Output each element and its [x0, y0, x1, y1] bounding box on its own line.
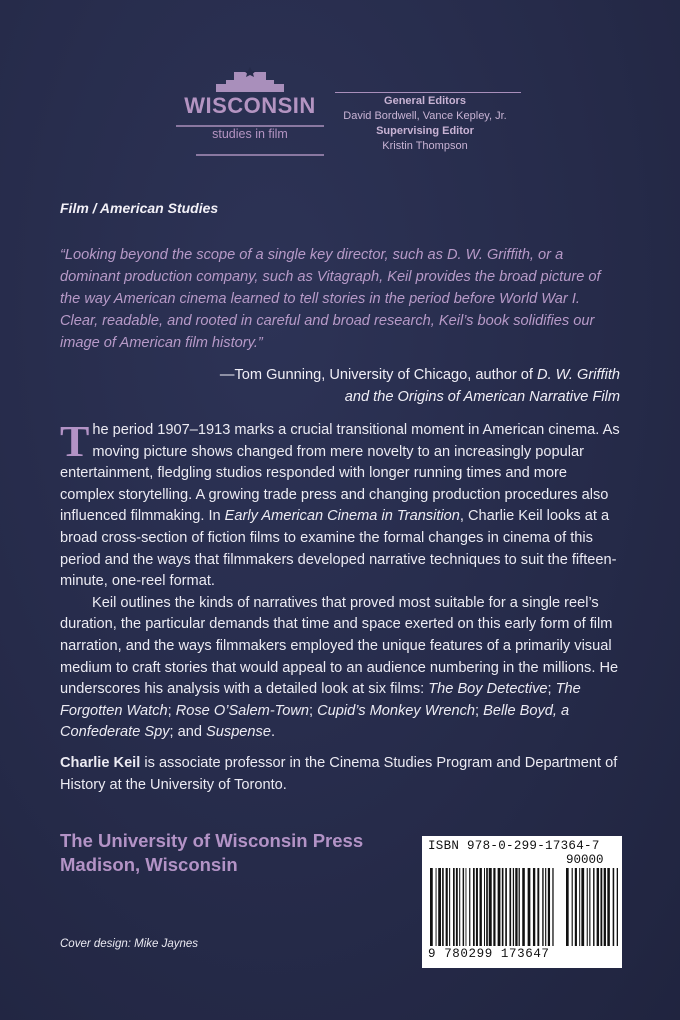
price-addon-barcode-icon — [566, 868, 618, 946]
attribution-title-2: and the Origins of American Narrative Film — [344, 389, 620, 405]
subject-category: Film / American Studies — [60, 200, 219, 216]
film-separator: ; — [475, 702, 484, 719]
description-paragraph-2 — [60, 593, 620, 744]
film-title: Suspense — [206, 724, 271, 741]
series-logo-subtitle: studies in film — [212, 127, 288, 141]
film-title: Belle Boyd, a Confederate Spy — [60, 702, 570, 741]
drop-cap: T — [60, 417, 90, 466]
attribution-title-1: D. W. Griffith — [537, 367, 620, 383]
supervising-editor-name: Kristin Thompson — [382, 140, 468, 152]
series-logo-word: WISCONSIN — [184, 93, 316, 118]
ean-number: 9 780299 173647 — [428, 947, 550, 961]
author-bio-text: is associate professor in the Cinema Studies Program and Department of History at the University of Toronto. — [60, 754, 618, 793]
film-title: The Forgotten Watch — [60, 681, 581, 719]
p1-text-b: , Charlie Keil looks at a broad cross-section of fiction films to examine the formal changes in cinema of this period and the ways that filmmakers developed narrative techniques to suit the fifteen-minute, one-reel format. — [60, 508, 617, 590]
film-separator: ; — [309, 702, 318, 719]
p2-text: Keil outlines the kinds of narratives that proved most suitable for a single reel’s duration, the particular demands that time and space exerted on this early form of film narration, and the ways filmmakers employed the unique features of a primarily visual medium to craft stories that would appeal to an audience numbering in the millions. He underscores his analysis with a detailed look at six films: — [60, 594, 619, 698]
editors-top-rule — [335, 92, 521, 93]
book-description — [60, 417, 620, 796]
general-editors-label: General Editors — [384, 95, 466, 107]
film-title: Cupid’s Monkey Wrench — [317, 702, 476, 719]
publisher-name: The University of Wisconsin Press — [60, 830, 364, 851]
author-bio — [60, 753, 620, 796]
film-separator: ; — [167, 702, 176, 719]
ean-barcode-icon — [430, 868, 556, 946]
series-editors — [335, 94, 515, 154]
blurb-quote: “Looking beyond the scope of a single key director, such as D. W. Griffith, or a dominant production company, such as Vitagraph, Keil provides the broad picture of the way American cinema learned to tell stories in the period before World War I. Clear, readable, and rooted in careful and broad research, Keil’s book solidifies our image of American film history.” — [60, 247, 601, 351]
publisher — [60, 829, 363, 877]
film-title: Rose O’Salem-Town — [175, 702, 310, 719]
publisher-city: Madison, Wisconsin — [60, 854, 238, 875]
supervising-editor-label: Supervising Editor — [376, 125, 474, 137]
film-title: The Boy Detective — [428, 681, 548, 698]
attribution-prefix: —Tom Gunning, University of Chicago, author of — [219, 367, 538, 383]
film-separator: ; and — [169, 724, 207, 741]
cover-design-credit: Cover design: Mike Jaynes — [60, 938, 199, 950]
p2-end: . — [270, 724, 276, 741]
p1-text-a: he period 1907–1913 marks a crucial transitional moment in American cinema. As moving picture shows changed from mere novelty to an increasingly popular entertainment, fledgling studios responded with longer running times and more complex storytelling. A growing trade press and changing production procedures also influenced filmmaking. In — [60, 422, 620, 525]
isbn-label: ISBN 978-0-299-17364-7 — [428, 839, 600, 853]
description-paragraph-1 — [60, 417, 620, 593]
author-name: Charlie Keil — [60, 754, 141, 771]
blurb-attribution — [200, 364, 620, 408]
book-title-inline: Early American Cinema in Transition — [224, 508, 460, 525]
film-separator: ; — [547, 681, 556, 698]
price-code: 90000 — [566, 853, 604, 867]
general-editors-names: David Bordwell, Vance Kepley, Jr. — [343, 110, 507, 122]
